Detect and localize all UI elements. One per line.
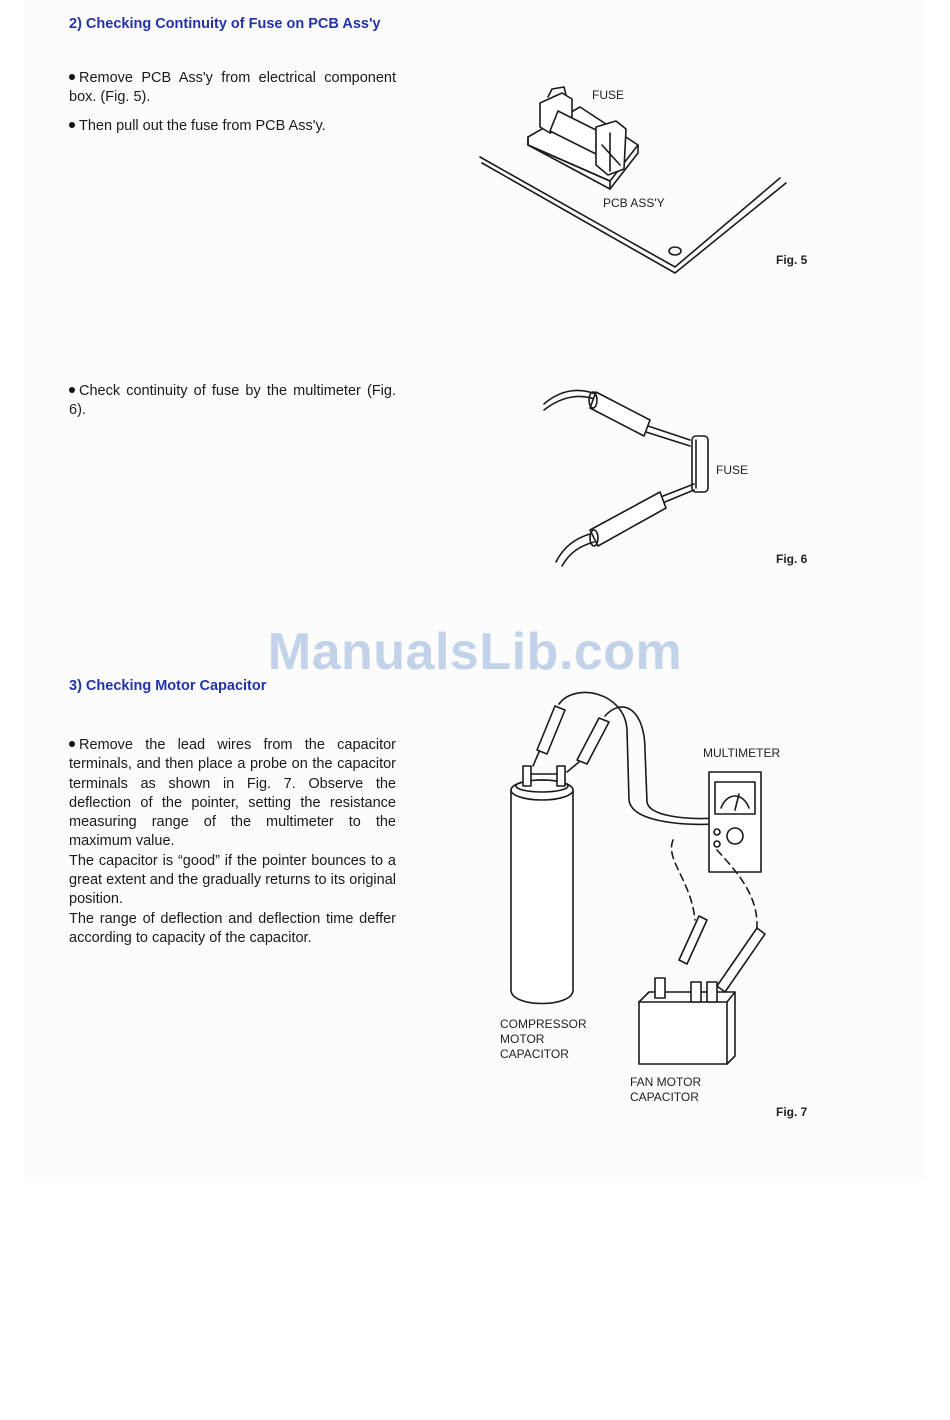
bullet-text: Check continuity of fuse by the multimeter (Fig. 6). bbox=[69, 383, 396, 419]
watermark: ManualsLib.com bbox=[267, 623, 683, 681]
bullet-pull-fuse bbox=[69, 117, 396, 136]
capacitor-para3: The range of deflection and deflection time deffer according to capacity of the capacitor. bbox=[69, 910, 396, 946]
bullet-text: Remove PCB Ass'y from electrical component box. (Fig. 5). bbox=[69, 70, 396, 106]
fig6-caption: Fig. 6 bbox=[776, 552, 808, 566]
section-heading-capacitor: 3) Checking Motor Capacitor bbox=[69, 678, 267, 694]
compressor-line3: CAPACITOR bbox=[500, 1047, 569, 1061]
fig5-caption: Fig. 5 bbox=[776, 253, 808, 267]
fig7-label-fan-motor bbox=[630, 1075, 701, 1105]
section-heading-fuse: 2) Checking Continuity of Fuse on PCB Ass'y bbox=[69, 16, 381, 32]
fig5-label-pcb: PCB ASS'Y bbox=[603, 196, 665, 210]
fig7-label-multimeter: MULTIMETER bbox=[703, 746, 781, 760]
fig6-label-fuse: FUSE bbox=[716, 463, 749, 477]
compressor-line2: MOTOR bbox=[500, 1032, 545, 1046]
fan-line1: FAN MOTOR bbox=[630, 1075, 702, 1089]
figure-5-pcb-fuse bbox=[470, 85, 810, 285]
fig5-label-fuse: FUSE bbox=[592, 88, 625, 102]
capacitor-para1: Remove the lead wires from the capacitor terminals, and then place a probe on the capacitor terminals as shown in Fig. 7. Observe the deflection of the pointer, setting the resistance measuring range of the multimeter to the maximum value. bbox=[69, 737, 396, 850]
bullet-remove-pcb bbox=[69, 69, 396, 108]
fig7-label-compressor bbox=[500, 1017, 587, 1062]
bullet-text: Then pull out the fuse from PCB Ass'y. bbox=[79, 118, 326, 134]
bullet-check-continuity bbox=[69, 382, 396, 421]
capacitor-instructions bbox=[69, 736, 396, 948]
fig7-caption: Fig. 7 bbox=[776, 1105, 808, 1119]
bullet-icon bbox=[69, 122, 75, 128]
bullet-icon bbox=[69, 74, 75, 80]
figure-6-fuse-probes bbox=[540, 380, 730, 570]
bullet-icon bbox=[69, 741, 75, 747]
capacitor-para2: The capacitor is “good” if the pointer bounces to a great extent and the gradually returns to its original position. bbox=[69, 852, 396, 908]
bullet-icon bbox=[69, 387, 75, 393]
compressor-line1: COMPRESSOR bbox=[500, 1017, 587, 1031]
fan-line2: CAPACITOR bbox=[630, 1090, 699, 1104]
